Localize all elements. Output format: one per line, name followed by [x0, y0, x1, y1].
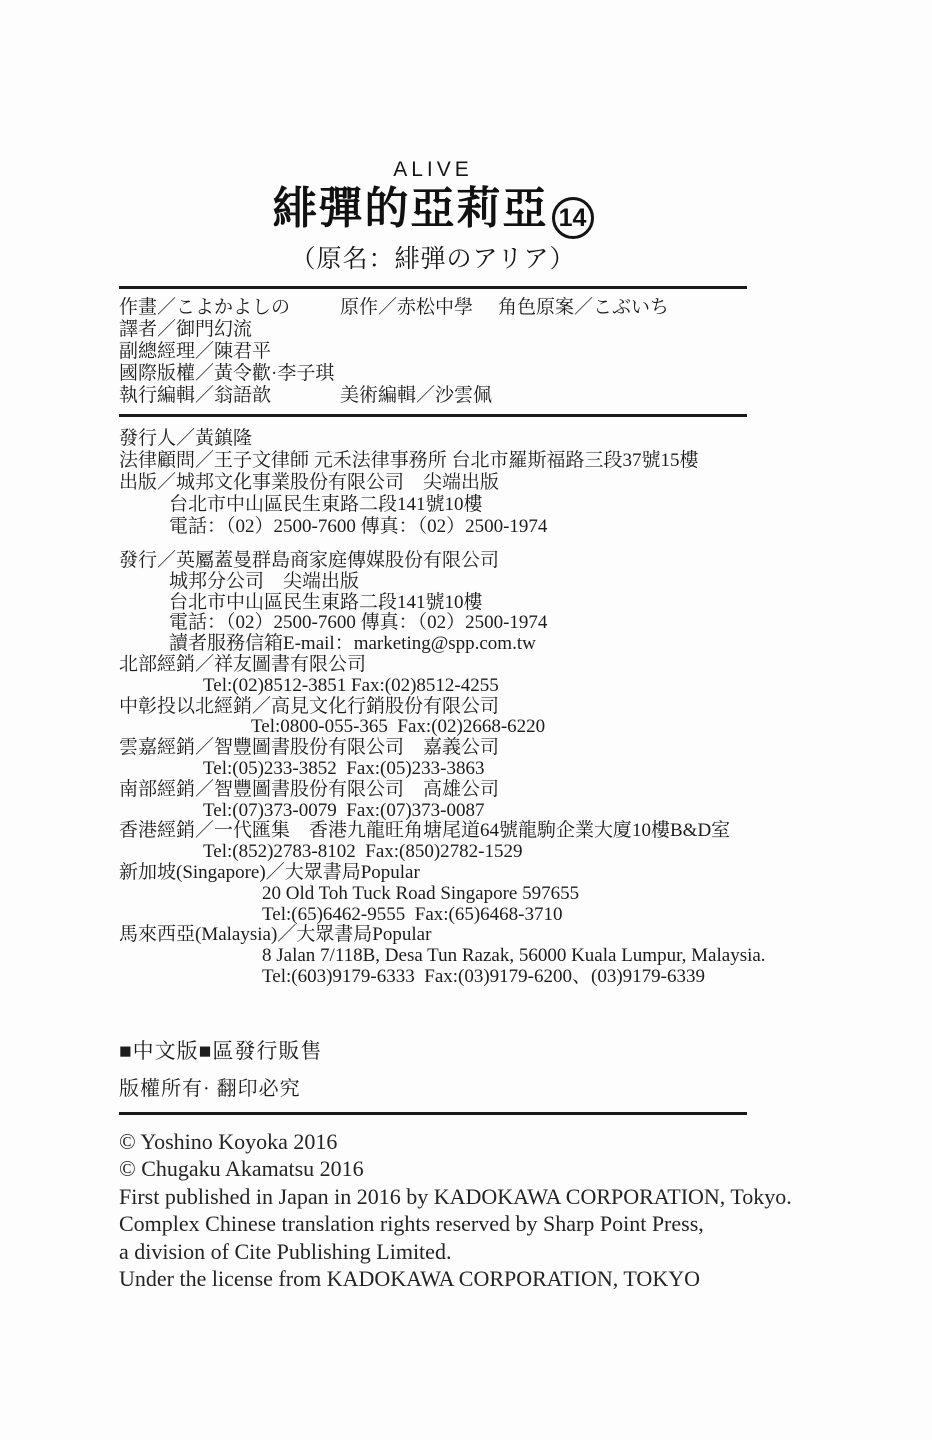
distribution-line: Tel:(65)6462-9555 Fax:(65)6468-3710 [262, 903, 563, 925]
copyright-line: Under the license from KADOKAWA CORPORATION, TOKYO [119, 1266, 700, 1292]
distribution-line: 南部經銷／智豐圖書股份有限公司 高雄公司 [119, 778, 500, 800]
copyright-line: First published in Japan in 2016 by KADOKAWA CORPORATION, Tokyo. [119, 1183, 792, 1209]
distribution-block [119, 550, 766, 988]
distribution-line: Tel:(05)233-3852 Fax:(05)233-3863 [203, 757, 485, 779]
credit-international-rights: 國際版權／黃令歡·李子琪 [119, 363, 335, 384]
copyright-line: © Yoshino Koyoka 2016 [119, 1128, 338, 1154]
distribution-line: 8 Jalan 7/118B, Desa Tun Razak, 56000 Kuala Lumpur, Malaysia. [262, 945, 766, 967]
distribution-line: 新加坡(Singapore)／大眾書局Popular [119, 861, 420, 883]
colophon-content [119, 0, 792, 1293]
publisher-name: 出版／城邦文化事業股份有限公司 尖端出版 [119, 472, 500, 493]
copyright-line: a division of Cite Publishing Limited. [119, 1238, 452, 1264]
publisher-legal-advisor: 法律顧問／王子文律師 元禾法律事務所 台北市羅斯福路三段37號15樓 [119, 450, 699, 471]
imprint-label: ALIVE [393, 158, 473, 181]
book-title-text: 緋彈的亞莉亞 [272, 184, 549, 233]
credit-translator: 譯者／御門幻流 [119, 319, 253, 340]
publisher-phone-fax: 電話：（02）2500-7600 傳真：（02）2500-1974 [169, 516, 548, 537]
distribution-line: 馬來西亞(Malaysia)／大眾書局Popular [119, 924, 432, 946]
copyright-line: © Chugaku Akamatsu 2016 [119, 1156, 364, 1182]
distribution-line: Tel:(603)9179-6333 Fax:(03)9179-6200、(03)9179-6339 [262, 965, 705, 987]
region-notice: ■中文版■區發行販售 [119, 1038, 323, 1063]
distribution-line: 香港經銷／一代匯集 香港九龍旺角塘尾道64號龍駒企業大廈10樓B&D室 [119, 820, 731, 842]
credit-original-story: 原作／赤松中學 [340, 297, 474, 318]
distribution-line: 電話：（02）2500-7600 傳真：（02）2500-1974 [169, 612, 548, 634]
publisher-address: 台北市中山區民生東路二段141號10樓 [169, 494, 483, 515]
publisher-issuer: 發行人／黃鎮隆 [119, 428, 253, 449]
title-block [119, 0, 747, 274]
credit-executive-editor: 執行編輯／翁語歆 [119, 385, 272, 406]
divider-copyright [119, 1112, 747, 1115]
divider-credits [119, 414, 747, 417]
credit-deputy-general-manager: 副總經理／陳君平 [119, 341, 272, 362]
distribution-line: 發行／英屬蓋曼群島商家庭傳媒股份有限公司 [119, 550, 500, 571]
distribution-line: 北部經銷／祥友圖書有限公司 [119, 653, 367, 675]
distribution-line: 20 Old Toh Tuck Road Singapore 597655 [262, 882, 580, 904]
volume-badge: 14 [552, 197, 594, 239]
credits-block [119, 289, 747, 414]
book-title [119, 182, 747, 239]
distribution-line: Tel:(852)2783-8102 Fax:(850)2782-1529 [203, 841, 523, 863]
distribution-line: Tel:(07)373-0079 Fax:(07)373-0087 [203, 799, 485, 821]
publisher-block [119, 428, 747, 538]
distribution-line: 雲嘉經銷／智豐圖書股份有限公司 嘉義公司 [119, 737, 500, 759]
credit-row [119, 385, 747, 407]
credit-row [119, 297, 747, 319]
distribution-line: 中彰投以北經銷／高見文化行銷股份有限公司 [119, 695, 500, 717]
copyright-block [119, 1128, 792, 1293]
notice-block [119, 1038, 747, 1101]
distribution-line: Tel:(02)8512-3851 Fax:(02)8512-4255 [203, 674, 499, 696]
copyright-line: Complex Chinese translation rights reserved by Sharp Point Press, [119, 1211, 704, 1237]
distribution-line: 讀者服務信箱E-mail：marketing@spp.com.tw [169, 633, 536, 655]
credit-character-design: 角色原案／こぶいち [498, 297, 670, 318]
distribution-line: 台北市中山區民生東路二段141號10樓 [169, 591, 483, 613]
credit-art-editor: 美術編輯／沙雲佩 [340, 385, 493, 406]
rights-notice: 版權所有· 翻印必究 [119, 1077, 301, 1100]
distribution-line: Tel:0800-055-365 Fax:(02)2668-6220 [251, 716, 546, 738]
original-title: （原名：緋弾のアリア） [290, 245, 576, 273]
distribution-line: 城邦分公司 尖端出版 [169, 570, 360, 592]
credit-artist: 作畫／こよかよしの [119, 297, 291, 318]
